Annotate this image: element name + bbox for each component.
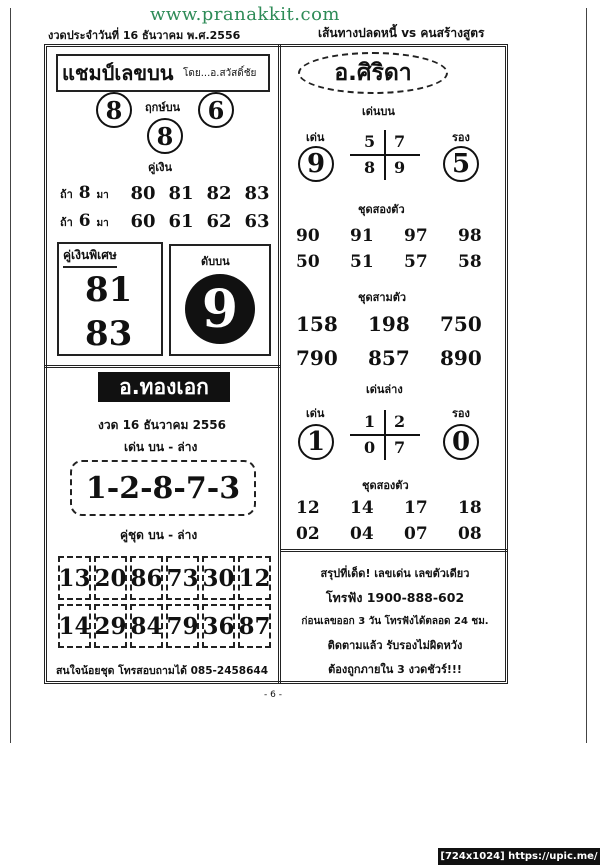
bottom-section-label: เด่นล่าง	[366, 383, 403, 396]
top-alt-label: รอง	[452, 131, 470, 144]
champion-row-1-nums	[124, 183, 276, 204]
pair-cell: 14	[58, 604, 91, 648]
pair-cell: 36	[202, 604, 235, 648]
two-digit-num: 91	[350, 226, 374, 246]
lead-label: เด่น บน - ล่าง	[124, 440, 198, 454]
bottom-cross	[350, 410, 420, 460]
row-digit: 6	[78, 211, 91, 231]
special-num-2: 83	[85, 314, 133, 354]
top-alt-num: 5	[443, 146, 479, 182]
two-digit-num: 58	[458, 252, 482, 272]
champion-row-2	[60, 211, 109, 231]
thong-ek-title: อ.ทองเอก	[98, 372, 230, 402]
champion-title-box	[56, 54, 270, 92]
num-cell: 61	[168, 211, 194, 232]
right-divider	[280, 549, 508, 552]
two-digit-label: ชุดสองตัว	[358, 203, 405, 216]
num-cell: 80	[130, 183, 156, 204]
bottom-alt-num: 0	[443, 424, 479, 460]
pair-label: คู่เงิน	[148, 161, 173, 174]
special-pair-label: คู่เงินพิเศษ	[63, 246, 117, 268]
cross-digit: 0	[364, 438, 376, 457]
pair-cell: 79	[166, 604, 199, 648]
champion-row-1	[60, 183, 109, 203]
champion-digit-left: 8	[96, 92, 132, 128]
two-digit-num: 98	[458, 226, 482, 246]
two-digit-num: 51	[350, 252, 374, 272]
special-num-1: 81	[85, 270, 133, 310]
cross-digit: 7	[394, 438, 406, 457]
bottom-lead-num: 1	[298, 424, 334, 460]
top-section-label: เด่นบน	[362, 105, 395, 118]
pair-cell: 86	[130, 556, 163, 600]
num-cell: 63	[244, 211, 270, 232]
row-prefix: ถ้า	[60, 216, 73, 229]
cross-digit: 8	[364, 158, 376, 177]
cross-digit: 1	[364, 412, 376, 431]
three-digit-num: 890	[440, 346, 482, 370]
cross-digit: 5	[364, 132, 376, 151]
two-digit-num-2: 18	[458, 498, 482, 518]
champion-digit-center: 8	[147, 118, 183, 154]
pair-set-label: คู่ชุด บน - ล่าง	[120, 528, 198, 542]
left-divider	[44, 365, 280, 368]
two-digit-num: 90	[296, 226, 320, 246]
pair-cell: 12	[238, 556, 271, 600]
cross-digit: 7	[394, 132, 406, 151]
num-cell: 81	[168, 183, 194, 204]
champion-author: โดย...อ.สวัสดิ์ชัย	[183, 68, 257, 79]
two-digit-num: 57	[404, 252, 428, 272]
promo-line-1: สรุปที่เด็ด! เลขเด่น เลขตัวเดียว	[320, 567, 470, 580]
two-digit-num-2: 08	[458, 524, 482, 544]
bottom-alt-label: รอง	[452, 407, 470, 420]
num-cell: 62	[206, 211, 232, 232]
two-digit-num: 50	[296, 252, 320, 272]
cross-digit: 2	[394, 412, 406, 431]
slogan: เส้นทางปลดหนี้ vs คนสร้างสูตร	[318, 26, 485, 40]
watermark: [724x1024] https://upic.me/	[438, 848, 600, 865]
three-digit-num: 750	[440, 312, 482, 336]
row-suffix: มา	[96, 190, 109, 201]
row-prefix: ถ้า	[60, 188, 73, 201]
num-cell: 60	[130, 211, 156, 232]
site-url[interactable]: www.pranakkit.com	[150, 4, 341, 25]
three-digit-num: 198	[368, 312, 410, 336]
pair-cell: 13	[58, 556, 91, 600]
pair-cell: 20	[94, 556, 127, 600]
three-digit-num: 857	[368, 346, 410, 370]
special-pair-box	[57, 242, 163, 356]
promo-block	[282, 562, 508, 682]
cross-digit: 9	[394, 158, 406, 177]
bottom-lead-label: เด่น	[306, 407, 325, 420]
champion-title: แชมป์เลขบน	[62, 61, 174, 85]
two-digit-num-2: 02	[296, 524, 320, 544]
two-digit-num-2: 07	[404, 524, 428, 544]
promo-line-5: ต้องถูกภายใน 3 งวดชัวร์!!!	[328, 663, 462, 676]
three-digit-num: 790	[296, 346, 338, 370]
dab-num: 9	[185, 274, 255, 344]
draw-date: งวด 16 ธันวาคม 2556	[98, 418, 226, 432]
promo-phone[interactable]: โทรฟัง 1900-888-602	[325, 590, 465, 605]
num-cell: 82	[206, 183, 232, 204]
two-digit-num: 97	[404, 226, 428, 246]
sirida-title: อ.ศิริดา	[298, 52, 448, 94]
champion-row-2-nums	[124, 211, 276, 232]
champion-center-label: ฤกษ์บน	[145, 101, 181, 114]
dab-box	[169, 244, 271, 356]
promo-line-4: ติดตามแล้ว รับรองไม่ผิดหวัง	[327, 639, 463, 652]
two-digit-num-2: 14	[350, 498, 374, 518]
pair-cell: 29	[94, 604, 127, 648]
three-digit-label: ชุดสามตัว	[358, 291, 407, 304]
two-digit-num-2: 04	[350, 524, 374, 544]
pair-cell: 73	[166, 556, 199, 600]
pair-cell: 87	[238, 604, 271, 648]
dab-label: ดับบน	[201, 255, 230, 268]
page-number: - 6 -	[264, 690, 282, 700]
top-lead-label: เด่น	[306, 131, 325, 144]
top-cross	[350, 130, 420, 180]
date-line: งวดประจำวันที่ 16 ธันวาคม พ.ศ.2556	[48, 29, 241, 42]
num-cell: 83	[244, 183, 270, 204]
top-lead-num: 9	[298, 146, 334, 182]
promo-line-3: ก่อนเลขออก 3 วัน โทรฟังได้ตลอด 24 ชม.	[301, 616, 489, 627]
lead-digits: 1-2-8-7-3	[70, 460, 256, 516]
two-digit-label-2: ชุดสองตัว	[362, 479, 409, 492]
row-suffix: มา	[96, 218, 109, 229]
pair-cell: 30	[202, 556, 235, 600]
two-digit-num-2: 17	[404, 498, 428, 518]
champion-digit-right: 6	[198, 92, 234, 128]
contact-line: สนใจน้อยชุด โทรสอบถามได้ 085-2458644	[56, 665, 269, 677]
two-digit-num-2: 12	[296, 498, 320, 518]
pair-cell: 84	[130, 604, 163, 648]
row-digit: 8	[78, 183, 91, 203]
three-digit-num: 158	[296, 312, 338, 336]
